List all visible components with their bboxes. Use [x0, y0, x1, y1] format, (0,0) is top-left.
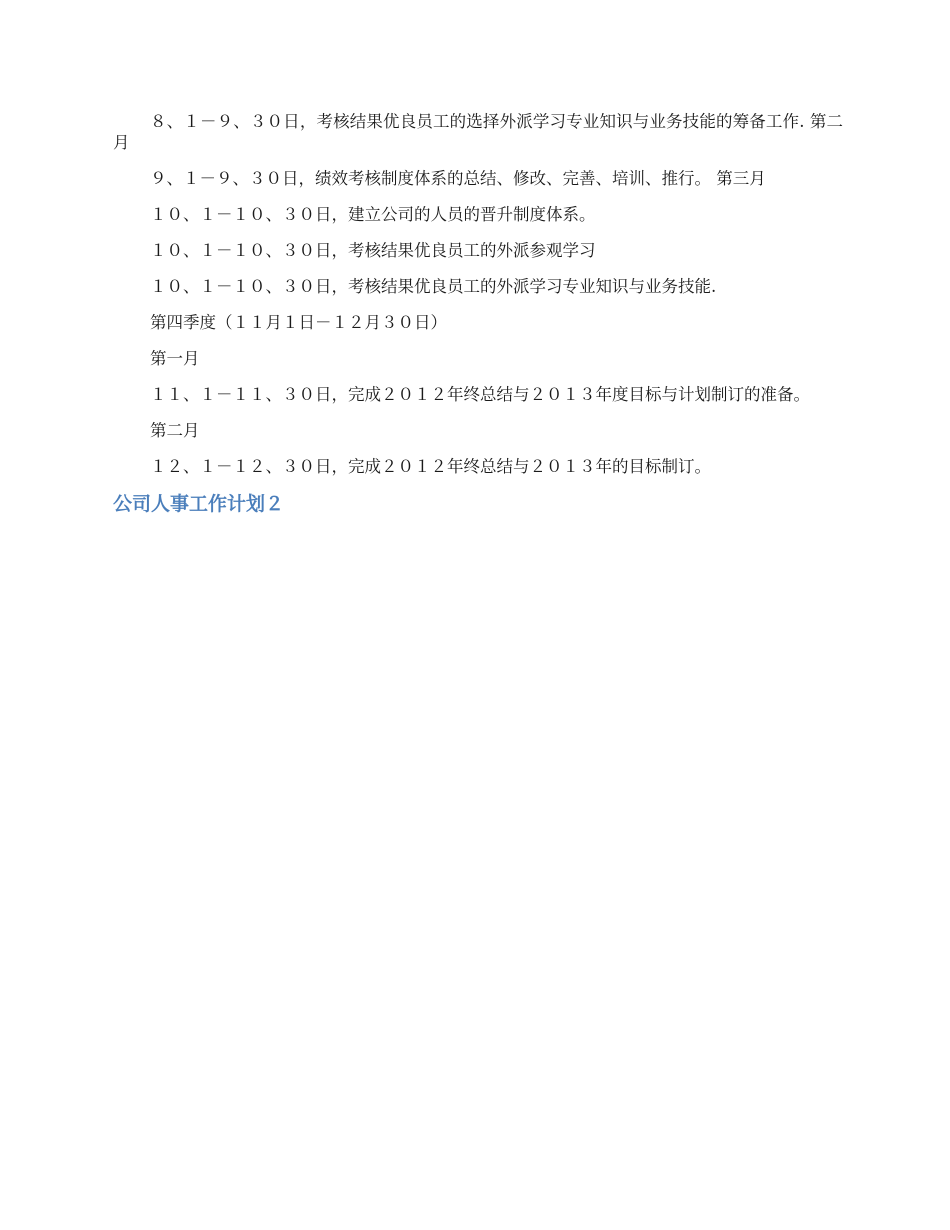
paragraph-december-plan: １２、１－１２、３０日，完成２０１２年终总结与２０１３年的目标制订。: [150, 457, 711, 476]
paragraph-second-month: 第二月: [150, 421, 200, 440]
paragraph-september-plan: ９、１－９、３０日，绩效考核制度体系的总结、修改、完善、培训、推行。 第三月: [150, 169, 766, 188]
paragraph-august-plan: ８、１－９、３０日，考核结果优良员工的选择外派学习专业知识与业务技能的筹备工作. 第二月: [113, 112, 843, 152]
paragraph-first-month: 第一月: [150, 349, 200, 368]
paragraph-october-promotion: １０、１－１０、３０日，建立公司的人员的晋升制度体系。: [150, 205, 596, 224]
paragraph-november-plan: １１、１－１１、３０日，完成２０１２年终总结与２０１３年度目标与计划制订的准备。: [150, 385, 810, 404]
paragraph-q4-title: 第四季度（１１月１日－１２月３０日）: [150, 313, 447, 332]
paragraph-october-visit: １０、１－１０、３０日，考核结果优良员工的外派参观学习: [150, 241, 596, 260]
document-page: [113, 111, 843, 516]
section-heading: 公司人事工作计划２: [113, 493, 285, 515]
paragraph-october-study: １０、１－１０、３０日，考核结果优良员工的外派学习专业知识与业务技能.: [150, 277, 717, 296]
